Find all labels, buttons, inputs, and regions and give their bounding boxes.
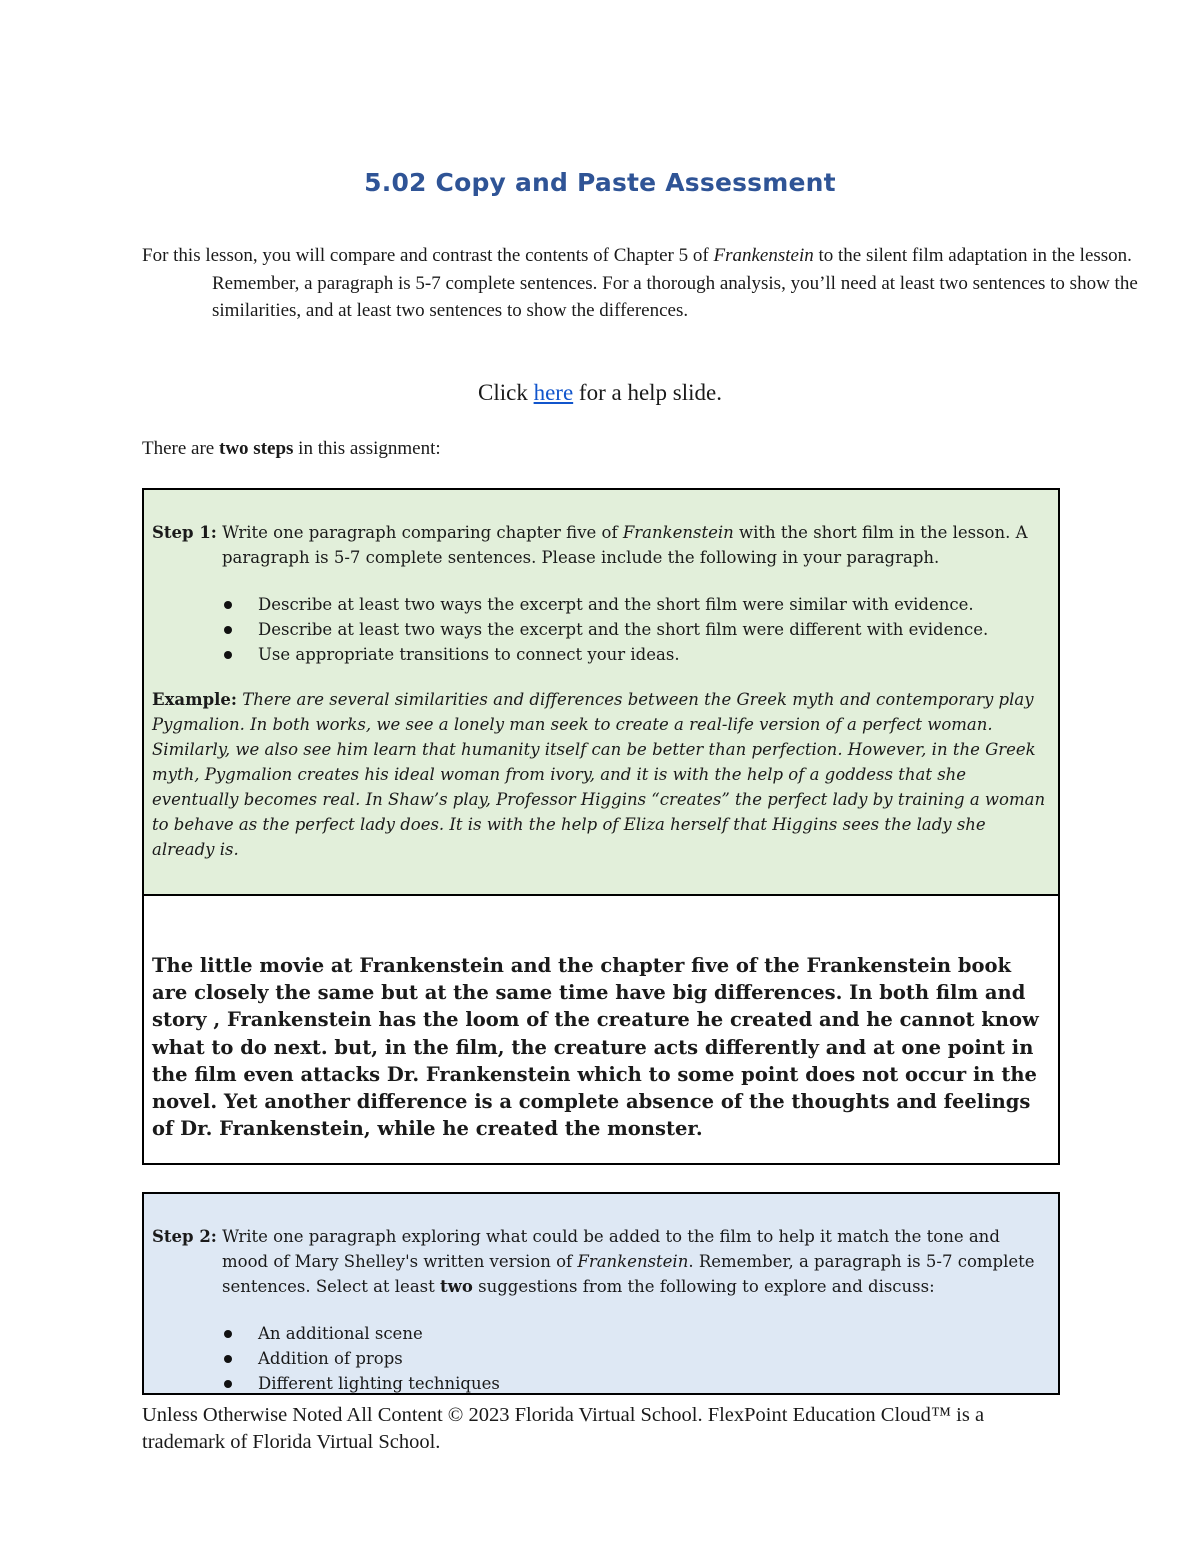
bullet-text: Describe at least two ways the excerpt and the short film were similar with evidence. [258,595,974,614]
bullet-text: Describe at least two ways the excerpt and the short film were different with evidence. [258,620,989,639]
intro-text-end: to the silent film adaptation in the lesson. Remember, a paragraph is 5-7 complete sentences. For a thorough analysis, you’ll need at least two sentences to show the similarities, and at least two sentences to show the differences. [212,245,1138,321]
answer-text: The little movie at Frankenstein and the chapter five of the Frankenstein book are closely the same but at the same time have big differences. In both film and story , Frankenstein has the loom of the creature he created and he cannot know what to do next. but, in the film, the creature acts differently and at one point in the film even attacks Dr. Frankenstein which to some point does not occur in the novel. Yet another difference is a complete absence of the thoughts and feelings of Dr. Frankenstein, while he created the monster. [152,954,1039,1141]
list-item [224,1321,1058,1346]
step2-instructions [152,1224,1046,1299]
steps-intro-start: There are [142,438,219,459]
list-item [224,617,1058,642]
list-item [224,592,1058,617]
bullet-text: Use appropriate transitions to connect your ideas. [258,645,680,664]
steps-intro [142,438,441,460]
step1-book-title: Frankenstein [622,523,734,542]
page-title: 5.02 Copy and Paste Assessment [364,168,836,197]
step1-text-end: with the short film in the lesson. A paragraph is 5-7 complete sentences. Please include the following in your paragraph. [222,523,1028,567]
copyright-footer: Unless Otherwise Noted All Content © 2023 Florida Virtual School. FlexPoint Education Cloud™ is a trademark of Florida Virtual School. [142,1404,985,1453]
step2-label: Step 2: [152,1227,217,1246]
step1-instructions [152,520,1046,570]
example-text: There are several similarities and differences between the Greek myth and contemporary play Pygmalion. In both works, we see a lonely man seek to create a real-life version of a perfect woman. Similarly, we also see him learn that humanity itself can be better than perfection. However, in the Greek myth, Pygmalion creates his ideal woman from ivory, and it is with the help of a goddess that she eventually becomes real. In Shaw’s play, Professor Higgins “creates” the perfect lady by training a woman to behave as the perfect lady does. It is with the help of Eliza herself that Higgins sees the lady she already is. [152,690,1046,859]
step2-text-end: suggestions from the following to explore and discuss: [472,1277,935,1296]
bullet-icon [224,651,232,659]
step1-text-start: Write one paragraph comparing chapter five of [216,523,623,542]
steps-intro-end: in this assignment: [293,438,441,459]
step2-text-start: Write one paragraph exploring what could be added to the film to help it match the tone and mood of Mary Shelley's written version of [216,1227,1000,1271]
step1-label: Step 1: [152,523,217,542]
step2-book-title: Frankenstein [577,1252,689,1271]
step2-bullet-list [144,1321,1058,1395]
bullet-text: Different lighting techniques [258,1374,500,1393]
steps-intro-bold: two steps [219,438,294,459]
list-item [224,642,1058,667]
help-line [0,380,1200,406]
bullet-icon [224,1380,232,1388]
step1-bullet-list [144,592,1058,667]
step2-bold-word: two [440,1277,473,1296]
intro-paragraph [142,242,1142,325]
step1-box [142,488,1060,896]
bullet-icon [224,1355,232,1363]
step2-box [142,1192,1060,1395]
list-item [224,1371,1058,1395]
answer-box[interactable] [142,894,1060,1165]
bullet-icon [224,1330,232,1338]
list-item [224,1346,1058,1371]
help-text-start: Click [478,380,534,405]
bullet-icon [224,626,232,634]
intro-text-start: For this lesson, you will compare and contrast the contents of Chapter 5 of [142,245,714,266]
help-text-end: for a help slide. [573,380,722,405]
intro-book-title: Frankenstein [713,245,814,266]
help-link[interactable]: here [533,380,574,405]
example-paragraph [152,687,1046,862]
bullet-icon [224,601,232,609]
step2-text-mid: . Remember, a paragraph is 5-7 complete sentences. Select at least [222,1252,1035,1296]
bullet-text: Addition of props [258,1349,403,1368]
example-label: Example: [152,690,237,709]
bullet-text: An additional scene [258,1324,423,1343]
